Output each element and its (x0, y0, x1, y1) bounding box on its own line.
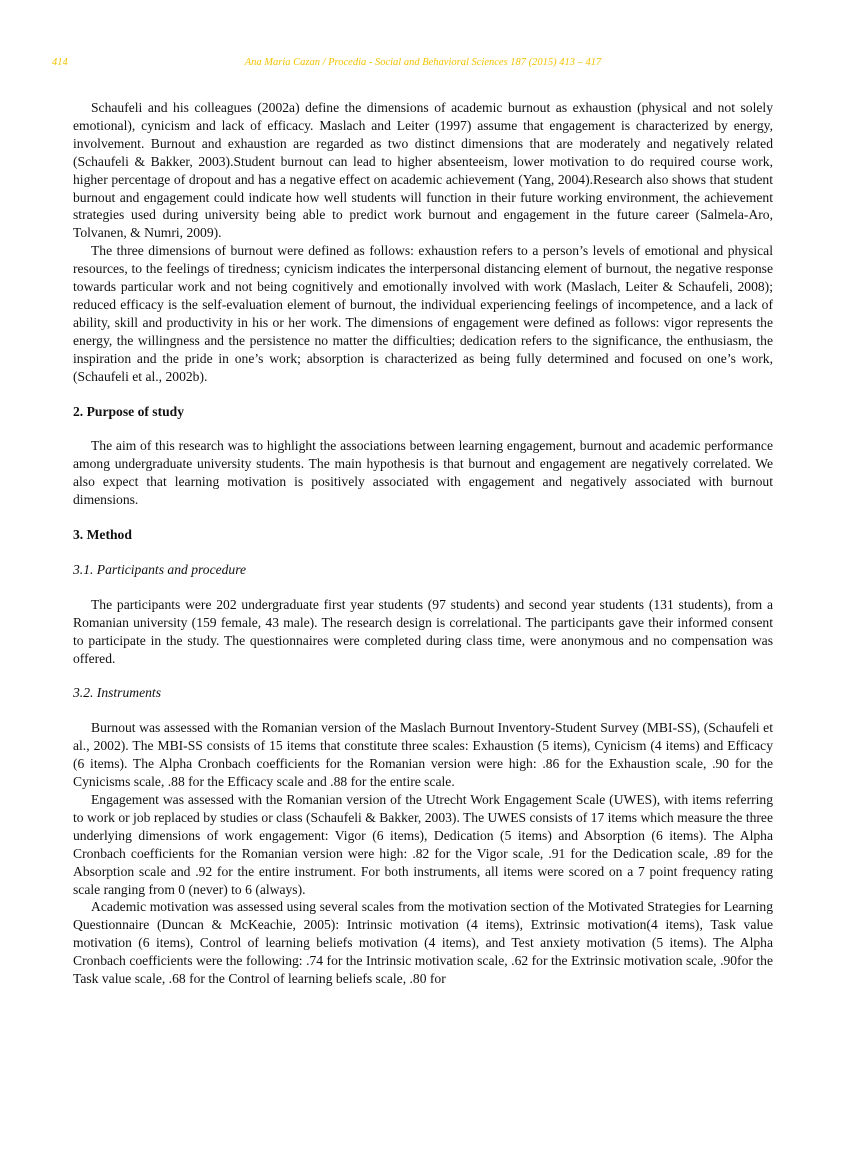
article-body (73, 99, 773, 988)
body-paragraph: Schaufeli and his colleagues (2002a) define the dimensions of academic burnout as exhaustion (physical and not solely emotional), cynicism and lack of efficacy. Maslach and Leiter (1997) assume that engagement is characterized by energy, involvement. Burnout and exhaustion are regarded as two distinct dimensions that are moderately and negatively related (Schaufeli & Bakker, 2003).Student burnout can lead to higher absenteeism, lower motivation to do required course work, higher percentage of dropout and has a negative effect on academic achievement (Yang, 2004).Research also shows that student burnout and engagement could indicate how well students will function in their future working environment, the achievement strategies used during university being able to predict work burnout and engagement in the future career (Salmela-Aro, Tolvanen, & Numri, 2009). (73, 100, 773, 241)
section-heading: 2. Purpose of study (73, 403, 185, 419)
page-number: 414 (52, 57, 68, 68)
body-paragraph: Burnout was assessed with the Romanian version of the Maslach Burnout Inventory-Student Survey (MBI-SS), (Schaufeli et al., 2002). The MBI-SS consists of 15 items that constitute three scales: Exhaustion (5 items), Cynicism (4 items) and Efficacy (6 items). The Alpha Cronbach coefficients for the Romanian version were high: .86 for the Exhaustion scale, .90 for the Cynicisms scale, .88 for the Efficacy scale and .88 for the entire scale. (73, 720, 773, 790)
section-heading: 3. Method (73, 527, 132, 543)
body-paragraph: The participants were 202 undergraduate first year students (97 students) and second year students (131 students), from a Romanian university (159 female, 43 male). The research design is correlational. The participants gave their informed consent to participate in the study. The questionnaires were completed during class time, were anonymous and no compensation was offered. (73, 596, 773, 666)
body-paragraph: The aim of this research was to highlight the associations between learning engagement, burnout and academic performance among undergraduate university students. The main hypothesis is that burnout and engagement are negatively correlated. We also expect that learning motivation is positively associated with engagement and negatively associated with burnout dimensions. (73, 438, 773, 508)
body-paragraph: Academic motivation was assessed using several scales from the motivation section of the Motivated Strategies for Learning Questionnaire (Duncan & McKeachie, 2005): Intrinsic motivation (4 items), Extrinsic motivation(4 items), Task value motivation (6 items), Control of learning beliefs motivation (4 items), and Test anxiety motivation (5 items). The Alpha Cronbach coefficients were the following: .74 for the Intrinsic motivation scale, .62 for the Extrinsic motivation scale, .90for the Task value scale, .68 for the Control of learning beliefs scale, .80 for (73, 899, 773, 987)
subsection-heading: 3.2. Instruments (73, 685, 161, 701)
running-title: Ana Maria Cazan / Procedia - Social and Behavioral Sciences 187 (2015) 413 – 417 (244, 57, 602, 68)
subsection-heading: 3.1. Participants and procedure (73, 561, 247, 577)
running-header (52, 57, 794, 71)
body-paragraph: The three dimensions of burnout were defined as follows: exhaustion refers to a person’s levels of emotional and physical resources, to the feelings of tiredness; cynicism indicates the interpersonal distancing element of burnout, the negative response towards particular work and not being cognitively and emotionally involved with work (Maslach, Leiter & Schaufeli, 2008); reduced efficacy is the self-evaluation element of burnout, the individual experiencing feelings of incompetence, and a lack of ability, skill and productivity in his or her work. The dimensions of engagement were defined as follows: vigor represents the energy, the willingness and the persistence no matter the difficulties; dedication refers to the significance, the enthusiasm, the inspiration and the pride in one’s work; absorption is characterized as being fully determined and focused on one’s work, (Schaufeli et al., 2002b). (73, 243, 773, 384)
body-paragraph: Engagement was assessed with the Romanian version of the Utrecht Work Engagement Scale (UWES), with items referring to work or job replaced by studies or class (Schaufeli & Bakker, 2003). The UWES consists of 17 items which measure the three underlying dimensions of work engagement: Vigor (6 items), Dedication (5 items) and Absorption (6 items). The Alpha Cronbach coefficients for the Romanian version were high: .82 for the Vigor scale, .91 for the Dedication scale, .89 for the Absorption scale and .92 for the entire instrument. For both instruments, all items were scored on a 7 point frequency rating scale ranging from 0 (never) to 6 (always). (73, 792, 773, 897)
